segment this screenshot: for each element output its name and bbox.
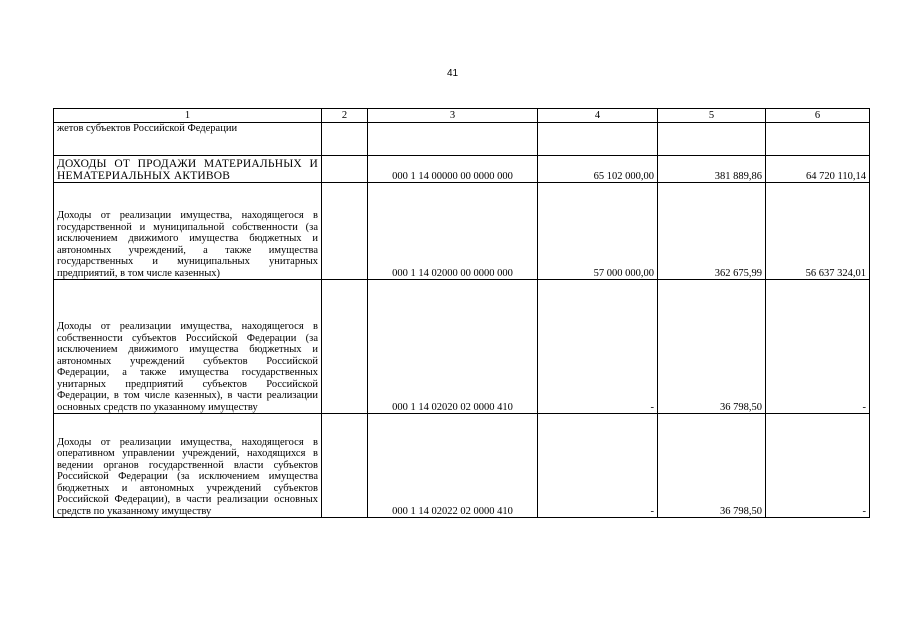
row-code: 000 1 14 02020 02 0000 410 (368, 280, 538, 414)
header-col-6: 6 (766, 109, 870, 123)
row-name: ДОХОДЫ ОТ ПРОДАЖИ МАТЕРИАЛЬНЫХ И НЕМАТЕРИАЛЬНЫХ АКТИВОВ (54, 156, 322, 183)
row-code: 000 1 14 02000 00 0000 000 (368, 183, 538, 280)
row-name: Доходы от реализации имущества, находящегося в собственности субъектов Российской Федерации (за исключением движимого имущества бюджетных и автономных учреждений субъектов Российской Федерации, а также имущества государственных унитарных предприятий субъектов Российской Федерации, в том числе казенных), в части реализации основных средств по указанному имуществу (54, 280, 322, 414)
table-row (54, 156, 870, 183)
header-row (54, 109, 870, 123)
table-row (54, 280, 870, 414)
row-value-4: - (538, 280, 658, 414)
row-code (368, 123, 538, 156)
row-col2 (322, 280, 368, 414)
row-value-4: 65 102 000,00 (538, 156, 658, 183)
row-code: 000 1 14 00000 00 0000 000 (368, 156, 538, 183)
row-col2 (322, 156, 368, 183)
table-row (54, 414, 870, 518)
row-value-5: 381 889,86 (658, 156, 766, 183)
header-col-5: 5 (658, 109, 766, 123)
row-value-6 (766, 123, 870, 156)
row-value-6: - (766, 414, 870, 518)
row-value-4: - (538, 414, 658, 518)
row-col2 (322, 183, 368, 280)
page-number: 41 (446, 68, 459, 79)
row-value-5 (658, 123, 766, 156)
header-col-4: 4 (538, 109, 658, 123)
table-row (54, 183, 870, 280)
row-name: Доходы от реализации имущества, находящегося в государственной и муниципальной собственности (за исключением движимого имущества бюджетных и автономных учреждений, а также имущества государственных и муниципальных унитарных предприятий, в том числе казенных) (54, 183, 322, 280)
row-col2 (322, 414, 368, 518)
row-name: Доходы от реализации имущества, находящегося в оперативном управлении учреждений, находящихся в ведении органов государственной власти субъектов Российской Федерации (за исключением имущества бюджетных и автономных учреждений субъектов Российской Федерации), в части реализации основных средств по указанному имуществу (54, 414, 322, 518)
table-header (54, 109, 870, 123)
row-code: 000 1 14 02022 02 0000 410 (368, 414, 538, 518)
row-value-6: 56 637 324,01 (766, 183, 870, 280)
revenue-table (53, 108, 870, 518)
row-col2 (322, 123, 368, 156)
row-value-5: 36 798,50 (658, 280, 766, 414)
row-value-4 (538, 123, 658, 156)
row-name: жетов субъектов Российской Федерации (54, 123, 322, 156)
row-value-6: 64 720 110,14 (766, 156, 870, 183)
header-col-2: 2 (322, 109, 368, 123)
table-row (54, 123, 870, 156)
row-value-4: 57 000 000,00 (538, 183, 658, 280)
row-value-5: 362 675,99 (658, 183, 766, 280)
header-col-1: 1 (54, 109, 322, 123)
row-value-6: - (766, 280, 870, 414)
row-value-5: 36 798,50 (658, 414, 766, 518)
header-col-3: 3 (368, 109, 538, 123)
